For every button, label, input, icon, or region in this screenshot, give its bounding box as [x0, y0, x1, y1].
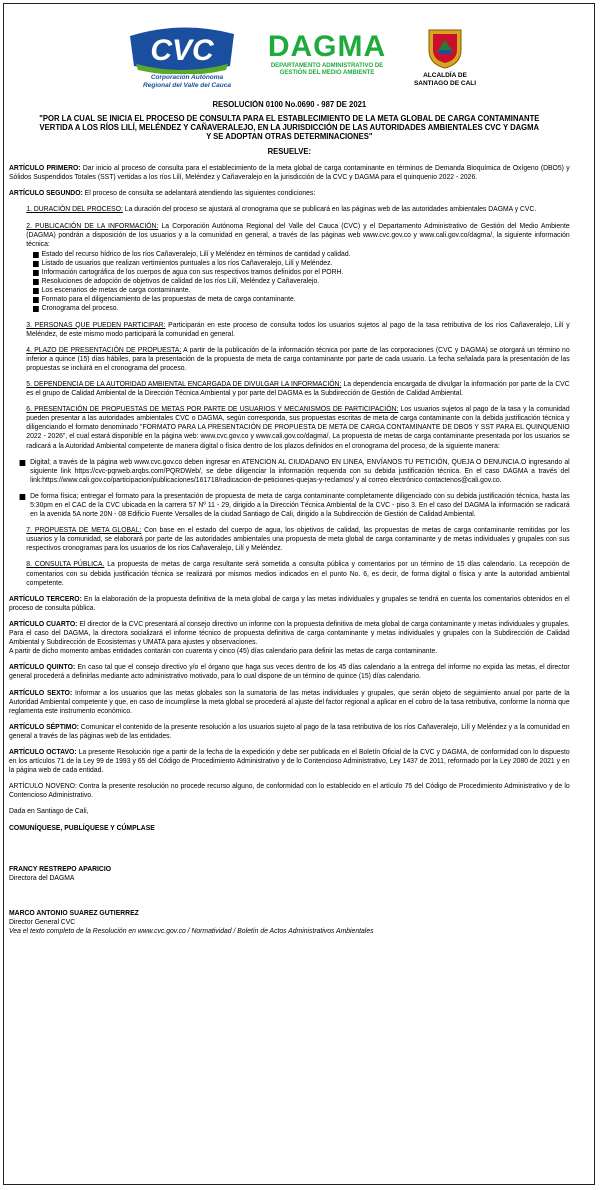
dada-line: Dada en Santiago de Cali, — [9, 807, 89, 816]
item-7: 7. PROPUESTA DE META GLOBAL: Con base en el estado del cuerpo de agua, los objetivos de calidad, las propuestas de metas de carga contaminante remitidas por los usuarios y la comunidad, se elaborará por parte de las autoridades ambientales una propuesta de meta global de carga contaminante y de metas individuales y grupales con sus respectivos cronogramas para los usuarios de los ríos Cañaveralejo, Lilí y Meléndez. — [26, 526, 570, 553]
list-item: Estado del recurso hídrico de los ríos Cañaveralejo, Lilí y Meléndez en términos de cantidad y calidad. — [42, 250, 570, 259]
signature-2 — [9, 909, 570, 927]
item-8: 8. CONSULTA PÚBLICA. La propuesta de metas de carga resultante será sometida a consulta pública y comentarios por un término de 15 días calendario. La recepción de comentarios con su debida justificación técnica se realizará por mismos medios indicados en el punto No. 6, es decir, de forma digital o física y ante la autoridad ambiental competente. — [26, 560, 570, 587]
cvc-logo — [122, 26, 242, 96]
article-1: ARTÍCULO PRIMERO: Dar inicio al proceso de consulta para el establecimiento de la meta global de carga contaminante en términos de Demanda Bioquímica de Oxígeno (DBO5) y Sólidos Suspendidos Totales (SST) vertidas a los ríos Lilí, Meléndez y Cañaveralejo en la jurisdicción de la CVC y DAGMA para el quinquenio 2022 - 2026. — [9, 164, 570, 182]
resolution-title: "POR LA CUAL SE INICIA EL PROCESO DE CONSULTA PARA EL ESTABLECIMIENTO DE LA META GLOBAL DE CARGA CONTAMINANTE VERTIDA A LOS RÍOS LILÍ, MELÉNDEZ Y CAÑAVERALEJO, EN LA JURISDICCIÓN DE LAS AUTORIDADES AMBIENTALES CVC Y DAGMA Y SE ADOPTAN OTRAS DETERMINACIONES" — [39, 114, 540, 142]
signatory-name: MARCO ANTONIO SUAREZ GUTIERREZ — [9, 908, 139, 917]
item-2-bullets — [9, 250, 570, 314]
cali-logo-text: ALCALDÍA DE SANTIAGO DE CALI — [413, 72, 477, 87]
cali-shield-icon — [425, 26, 465, 70]
dagma-subtitle: DEPARTAMENTO ADMINISTRATIVO DE GESTIÓN DEL MEDIO AMBIENTE — [270, 63, 384, 76]
item-1: 1. DURACIÓN DEL PROCESO: La duración del proceso se ajustará al cronograma que se publicará en las páginas web de las autoridades ambientales DAGMA y CVC. — [26, 205, 537, 214]
comuniquese-line: COMUNÍQUESE, PUBLÍQUESE Y CÚMPLASE — [9, 823, 155, 832]
list-item: Cronograma del proceso. — [42, 304, 570, 313]
list-item: Información cartográfica de los cuerpos de agua con sus respectivos tramos definidos por el PORH. — [42, 268, 570, 277]
resolution-number: RESOLUCIÓN 0100 No.0690 - 987 DE 2021 — [212, 100, 367, 109]
article-5: ARTÍCULO QUINTO: En caso tal que el consejo directivo y/o el órgano que haga sus veces dentro de los 45 días calendario a la entrega del informe no expida las metas, el director general procederá a definirlas mediante acto administrativo motivado, para lo cual dispone de un término de quince (15) días calendario. — [9, 663, 570, 681]
item-3: 3. PERSONAS QUE PUEDEN PARTICIPAR: Participarán en este proceso de consulta todos los usuarios sujetos al pago de la tasa retributiva de los ríos Cañaveralejo, Lilí y Meléndez, de este mismo modo participará la comunidad en general. — [26, 320, 570, 338]
dagma-logo-text: DAGMA — [267, 30, 387, 63]
resuelve-heading: RESUELVE: — [267, 147, 312, 157]
signature-1 — [9, 865, 570, 883]
bullet-square — [20, 460, 26, 466]
list-item: Listado de usuarios que realizan vertimientos puntuales a los ríos Cañaveralejo, Lilí y Meléndez. — [42, 259, 570, 268]
article-4: ARTÍCULO CUARTO: El director de la CVC presentará al consejo directivo un informe con la propuesta definitiva de meta global de carga contaminante y metas individuales y grupales. Para el caso del DAGMA, la directora socializará el informe técnico de propuesta definitiva de carga contaminante y metas individuales y grupales con la Subdirección de Calidad Ambiental y Subdirección de Ecosistemas y UMATA para ajustes y observaciones. — [9, 619, 570, 647]
list-item: Resoluciones de adopción de objetivos de calidad de los ríos Lilí, Meléndez y Cañaveralejo. — [42, 277, 570, 286]
list-item: Formato para el diligenciamiento de las propuestas de meta de carga contaminante. — [42, 295, 570, 304]
cvc-subtitle: Corporación Autónoma Regional del Valle del Cauca — [143, 74, 231, 89]
signatory-name: FRANCY RESTREPO APARICIO — [9, 864, 112, 873]
article-4-continued: A partir de dicho momento ambas entidades contarán con cuarenta y cinco (45) días calendario para definir las metas de carga contaminante. — [9, 647, 438, 656]
article-8: ARTÍCULO OCTAVO: La presente Resolución rige a partir de la fecha de la expedición y debe ser publicada en el Boletín Oficial de la CVC y DAGMA, de conformidad con lo dispuesto en los artículos 71 de la Ley 99 de 1993 y 65 del Código de Procedimiento Administrativo y de lo Contencioso Administrativo, Ley 1437 de 2011, reformado por la Ley 2080 de 2021 y en la página web de cada entidad. — [9, 747, 570, 775]
cvc-logo-text: CVC — [150, 34, 214, 67]
article-9: ARTÍCULO NOVENO: Contra la presente resolución no procede recurso alguno, de conformidad con lo establecido en el artículo 75 del Código de Procedimiento Administrativo y de lo Contencioso Administrativo. — [9, 782, 570, 800]
list-item: Los escenarios de metas de carga contaminante. — [42, 286, 570, 295]
item-5: 5. DEPENDENCIA DE LA AUTORIDAD AMBIENTAL ENCARGADA DE DIVULGAR LA INFORMACIÓN: La dependencia encargada de divulgar la información por parte de la CVC es el grupo de Calidad Ambiental de la Dirección Técnica Ambiental y por parte del DAGMA es la Subdirección de Gestión de Calidad Ambiental. — [26, 379, 570, 398]
dagma-logo — [262, 31, 392, 91]
item-6-fisica: De forma física; entregar el formato para la presentación de propuesta de meta de carga contaminante completamente diligenciado con su debida justificación técnica, hasta las 5:30pm en el CAC de la CVC ubicada en la carrera 57 Nº 11 - 29, dirigido a la Dirección Técnica Ambiental de la CVC - piso 3. En el caso del DAGMA la información se radicará en la avenida 5A norte 20N - 08 Edificio Fuente Versalles de la ciudad Santiago de Cali, dirigido a la Subdirección de Gestión de Calidad Ambiental. — [9, 492, 570, 519]
bullet-square — [20, 494, 26, 500]
item-6-digital: Digital; a través de la página web www.cvc.gov.co deben ingresar en ATENCION AL CIUDADANO EN LINEA, ENVÍANOS TU PETICIÓN, QUEJA O DENUNCIA.O ingresando al siguiente link https://cvc-pqrweb.arqbs.com/PQRDWeb/, se debe diligenciar la información requerida con su debida justificación técnica. En el caso DAGMA a través del link:https://www.cali.gov.co/participacion/publicaciones/161718/radicacion-de-peticiones-quejas-y-reclamos/ y al correo electrónico contactenos@cali.gov.co. — [9, 458, 570, 485]
article-2: ARTÍCULO SEGUNDO: El proceso de consulta se adelantará atendiendo las siguientes condiciones: — [9, 189, 316, 198]
article-6: ARTÍCULO SEXTO: Informar a los usuarios que las metas globales son la sumatoria de las metas individuales y grupales, que serán objeto de seguimiento anual por parte de la Autoridad Ambiental competente y que, en caso de incumplirse la meta global se procederá al ajuste del factor regional a aplicar en el cobro de la tasa retributiva, conforme la norma que reglamenta este instrumento económico. — [9, 688, 570, 715]
signatory-role: Directora del DAGMA — [9, 873, 75, 882]
item-4: 4. PLAZO DE PRESENTACIÓN DE PROPUESTA: A partir de la publicación de la información técnica por parte de las corporaciones (CVC y DAGMA) se otorgará un término no inferior a quince (15) días hábiles, para la presentación de la propuesta de meta de carga contaminante por parte de cada usuario. La fecha señalada para la presentación de las propuestas se incluirá en el cronograma del proceso. — [26, 345, 570, 372]
item-2: 2. PUBLICACIÓN DE LA INFORMACIÓN: La Corporación Autónoma Regional del Valle del Cauca (CVC) y el Departamento Administrativo de Gestión del Medio Ambiente (DAGMA) pondrán a disposición de los usuarios y a la comunidad en general, a través de las páginas web www.cvc.gov.co y www.cali.gov.co/dagma/, la siguiente información técnica: — [26, 221, 570, 248]
document-body — [9, 100, 570, 943]
item-6: 6. PRESENTACIÓN DE PROPUESTAS DE METAS POR PARTE DE USUARIOS Y MECANISMOS DE PARTICIPACIÓN: Los usuarios sujetos al pago de la tasa y la comunidad pueden presentar a las autoridades ambientales CVC o DAGMA, según corresponda, sus propuestas escritas de meta de carga contaminante con la debida justificación técnica y diligenciando el formato denominado "FORMATO PARA LA PRESENTACIÓN DE PROPUESTA DE META DE CARGA CONTAMINANTE DE DBO5 Y SST PARA EL QUINQUENIO 2022 - 2026", el cual estará disponible en la página web: www.cvc.gov.co y www.cali.gov.co/dagma/. La propuesta de metas de carga contaminante presentada por los usuarios se radicará a la Autoridad Ambiental competente de manera digital o física dentro de los plazos definidos en el cronograma del proceso, de la siguiente manera: — [26, 405, 570, 450]
article-7: ARTÍCULO SÉPTIMO: Comunicar el contenido de la presente resolución a los usuarios sujeto al pago de la tasa retributiva de los ríos Cañaveralejo, Lilí y Meléndez y a la comunidad en general a través de las páginas web de las entidades. — [9, 722, 570, 740]
article-3: ARTÍCULO TERCERO: En la elaboración de la propuesta definitiva de la meta global de carga y las metas individuales y grupales se tendrá en cuenta los comentarios obtenidos en el proceso de consulta pública. — [9, 594, 570, 612]
footer-note: Vea el texto completo de la Resolución en www.cvc.gov.co / Normatividad / Boletín de Actos Administrativos Ambientales — [9, 927, 374, 935]
header-logos — [4, 26, 596, 96]
cvc-logo-mark — [122, 26, 242, 74]
document-page — [3, 3, 595, 1185]
cali-logo — [402, 26, 488, 96]
signatory-role: Director General CVC — [9, 917, 76, 926]
